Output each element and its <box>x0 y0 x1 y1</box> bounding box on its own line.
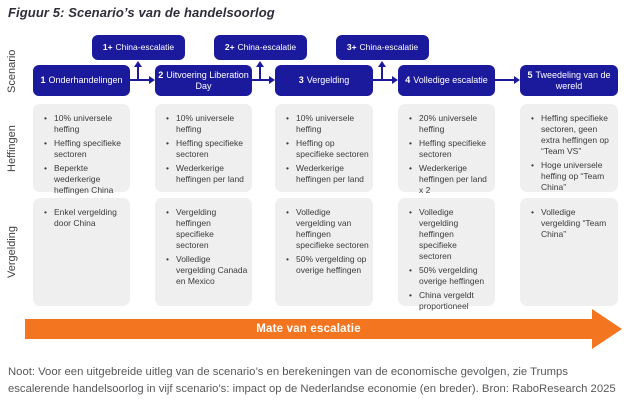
bullet-item: • 20% universele heffing <box>405 113 491 135</box>
scenario-box-1-text: 1 Onderhandelingen <box>40 75 123 86</box>
vergelding-list-2 <box>162 207 248 287</box>
bullet-item: • Heffing specifieke sectoren <box>40 138 126 160</box>
vergelding-cell-1 <box>33 198 130 306</box>
arrow-scenario-4-5 <box>495 76 520 84</box>
bullet-item: • 10% universele heffing <box>282 113 369 135</box>
bullet-item: • Wederkerige heffingen per land x 2 <box>405 163 491 196</box>
escalation-box-2 <box>214 35 307 60</box>
arrow-head <box>592 309 622 349</box>
scenario-box-3 <box>275 65 373 96</box>
scenario-box-4 <box>398 65 495 96</box>
arrow-line <box>495 79 516 81</box>
footnote: Noot: Voor een uitgebreide uitleg van de scenario’s en berekeningen van de economische gevolgen, zie Trumps escalerende handelsoorlog in vijf scenario’s: impact op de Nederlandse economie (en breder). Bron: RaboResearch 2025 <box>8 366 616 395</box>
arrow-line <box>373 79 394 81</box>
arrow-head <box>269 76 275 84</box>
bullet-item: • Heffing specifieke sectoren, geen extra heffingen op “Team VS” <box>527 113 614 157</box>
bullet-item: • Vergelding heffingen specifieke sectoren <box>162 207 248 251</box>
bullet-item: • Beperkte wederkerige heffingen China <box>40 163 126 196</box>
scenario-box-3-text: 3 Vergelding <box>298 75 350 86</box>
arrow-scenario-2-3 <box>252 76 275 84</box>
vergelding-cell-5 <box>520 198 618 306</box>
arrow-scenario-3-4 <box>373 76 398 84</box>
escalation-box-3-text: 3+ China-escalatie <box>346 41 419 52</box>
bullet-item: • Volledige vergelding Canada en Mexico <box>162 254 248 287</box>
bullet-item: • Wederkerige heffingen per land <box>282 163 369 185</box>
bullet-item: • Hoge universele heffing op “Team China” <box>527 160 614 193</box>
scenario-box-5 <box>520 65 618 96</box>
bullet-item: • Enkel vergelding door China <box>40 207 126 229</box>
heffingen-cell-5 <box>520 104 618 192</box>
arrow-head <box>514 76 520 84</box>
escalation-scale-label: Mate van escalatie <box>256 323 361 335</box>
heffingen-list-3 <box>282 113 369 185</box>
heffingen-list-4 <box>405 113 491 196</box>
vergelding-list-5 <box>527 207 614 240</box>
scenario-box-5-text: 5 Tweedeling van de wereld <box>527 70 611 91</box>
bullet-item: • 50% vergelding op overige heffingen <box>282 254 369 276</box>
bullet-item: • Heffing specifieke sectoren <box>162 138 248 160</box>
vergelding-list-3 <box>282 207 369 276</box>
heffingen-list-2 <box>162 113 248 185</box>
scenario-box-4-text: 4 Volledige escalatie <box>405 75 488 86</box>
bullet-item: • Heffing specifieke sectoren <box>405 138 491 160</box>
bullet-item: • 10% universele heffing <box>162 113 248 135</box>
arrow-head <box>392 76 398 84</box>
escalation-box-2-text: 2+ China-escalatie <box>224 41 297 52</box>
heffingen-cell-2 <box>155 104 252 192</box>
heffingen-cell-1 <box>33 104 130 196</box>
bullet-item: • Heffing op specifieke sectoren <box>282 138 369 160</box>
escalation-box-3 <box>336 35 429 60</box>
escalation-scale-arrow <box>25 309 622 349</box>
arrow-scenario-1-2 <box>130 76 155 84</box>
heffingen-cell-3 <box>275 104 373 192</box>
escalation-box-1-text: 1+ China-escalatie <box>102 41 175 52</box>
heffingen-cell-4 <box>398 104 495 196</box>
scenario-box-2-text: 2 Uitvoering Liberation Day <box>158 70 249 91</box>
bullet-item: • Volledige vergelding van heffingen specifieke sectoren <box>282 207 369 251</box>
arrow-line <box>130 79 151 81</box>
heffingen-list-1 <box>40 113 126 196</box>
vergelding-cell-3 <box>275 198 373 306</box>
vergelding-cell-2 <box>155 198 252 306</box>
vergelding-list-4 <box>405 207 491 312</box>
scenario-box-1 <box>33 65 130 96</box>
vergelding-list-1 <box>40 207 126 229</box>
heffingen-list-5 <box>527 113 614 193</box>
row-label-scenario: Scenario <box>6 49 18 93</box>
escalation-box-1 <box>92 35 185 60</box>
row-label-heffingen: Heffingen <box>6 125 18 173</box>
bullet-item: • Volledige vergelding “Team China” <box>527 207 614 240</box>
escalation-scale-arrow-body <box>25 319 592 339</box>
bullet-item: • 50% vergelding overige heffingen <box>405 265 491 287</box>
bullet-item: • Volledige vergelding heffingen specifieke sectoren <box>405 207 491 262</box>
bullet-item: • Wederkerige heffingen per land <box>162 163 248 185</box>
arrow-head <box>149 76 155 84</box>
bullet-item: • 10% universele heffing <box>40 113 126 135</box>
figure-title: Figuur 5: Scenario’s van de handelsoorlog <box>8 5 275 20</box>
vergelding-cell-4 <box>398 198 495 312</box>
row-label-vergelding: Vergelding <box>6 226 18 278</box>
scenario-box-2 <box>155 65 252 96</box>
bullet-item: • China vergeldt proportioneel <box>405 290 491 312</box>
